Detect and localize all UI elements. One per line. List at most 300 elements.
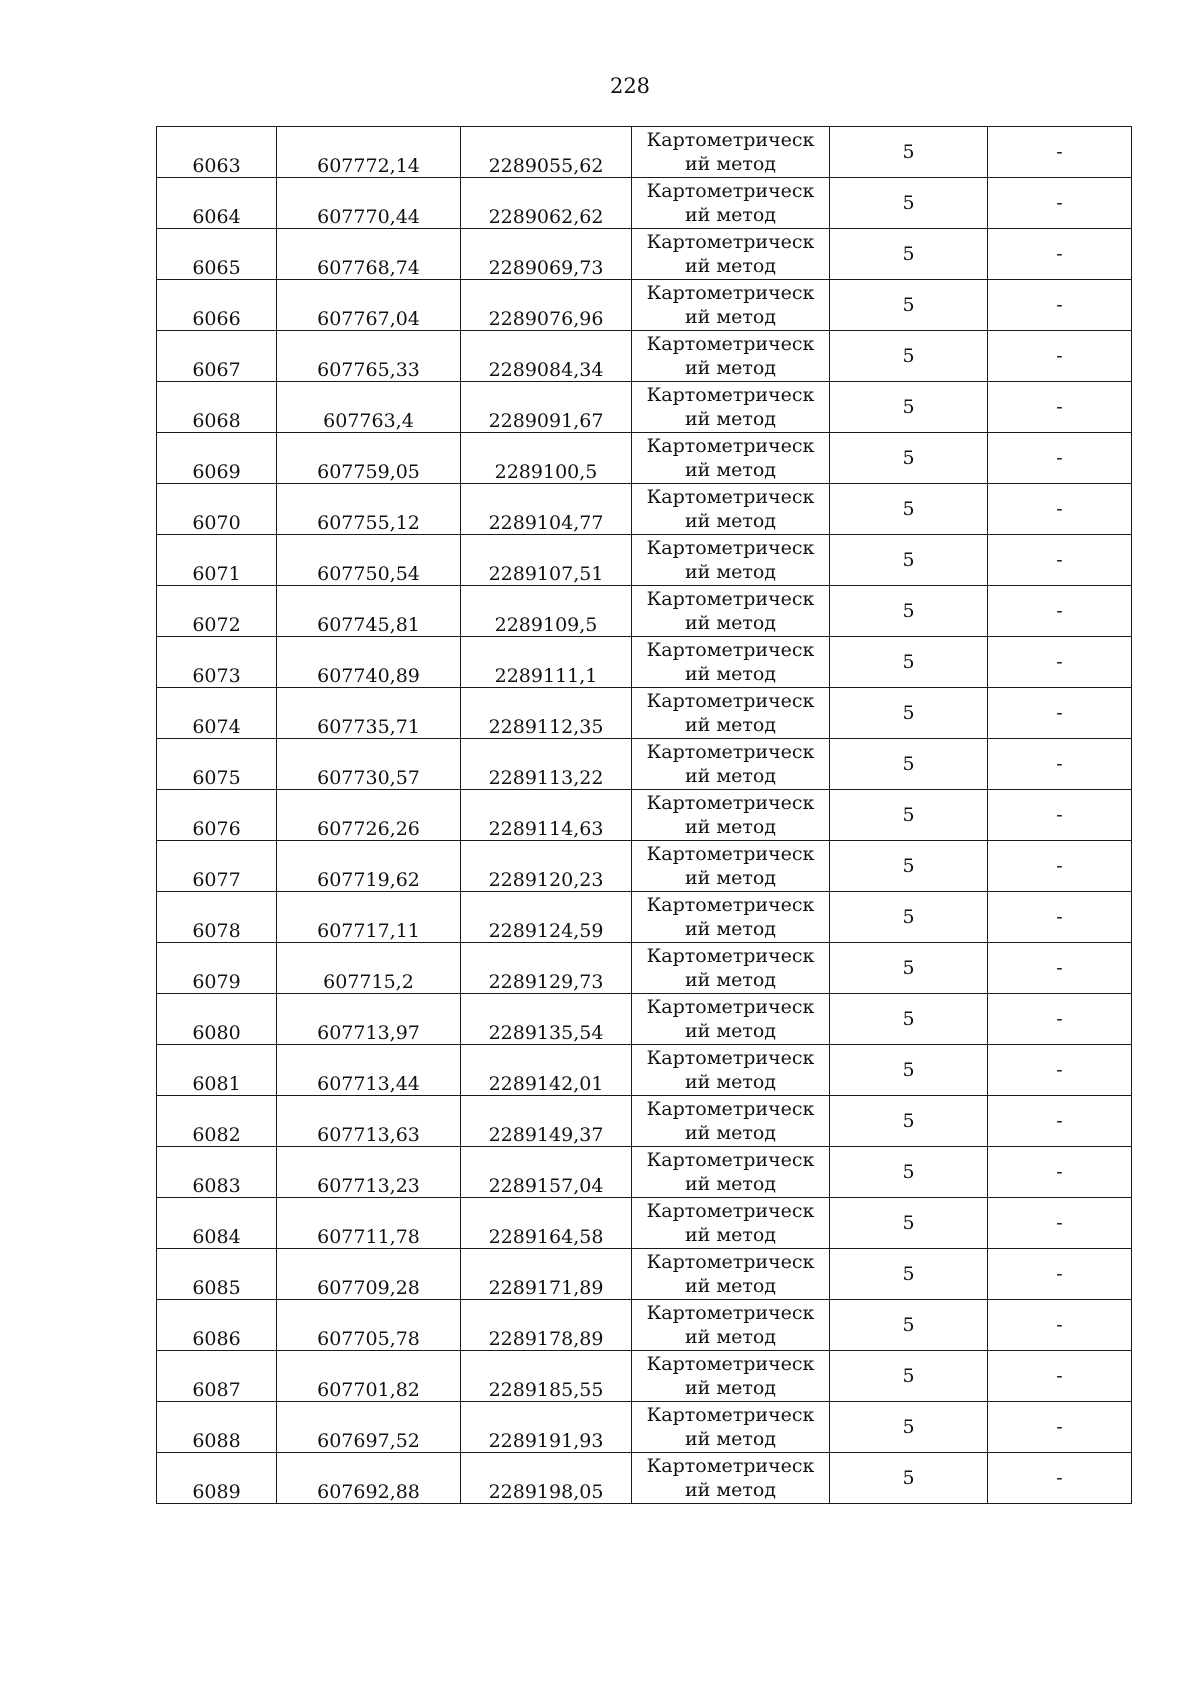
table-row <box>157 484 1132 535</box>
method-cell <box>632 1402 830 1453</box>
accuracy-text: 5 <box>902 957 915 979</box>
accuracy-text: 5 <box>902 549 915 571</box>
method-text: Картометрический метод <box>646 741 815 787</box>
coordinate-x-text: 607745,81 <box>317 614 420 636</box>
point-number-cell <box>157 331 277 382</box>
table-row <box>157 586 1132 637</box>
coordinate-y-text: 2289185,55 <box>488 1379 604 1401</box>
note-cell <box>988 739 1132 790</box>
note-cell <box>988 1198 1132 1249</box>
coordinate-x-text: 607772,14 <box>317 155 420 177</box>
coordinate-y-cell <box>461 688 632 739</box>
note-cell <box>988 178 1132 229</box>
point-number-text: 6073 <box>192 665 241 687</box>
coordinate-y-text: 2289114,63 <box>488 818 604 840</box>
accuracy-cell <box>830 1198 988 1249</box>
method-cell <box>632 892 830 943</box>
coordinate-x-text: 607709,28 <box>317 1277 420 1299</box>
method-text: Картометрический метод <box>646 1302 815 1348</box>
note-text: - <box>1056 141 1063 163</box>
coordinate-x-text: 607715,2 <box>323 971 414 993</box>
note-text: - <box>1056 1314 1063 1336</box>
accuracy-text: 5 <box>902 1263 915 1285</box>
coordinate-y-cell <box>461 1249 632 1300</box>
method-text: Картометрический метод <box>646 129 815 175</box>
coordinate-y-text: 2289091,67 <box>488 410 604 432</box>
method-cell <box>632 280 830 331</box>
point-number-cell <box>157 688 277 739</box>
coordinate-x-cell <box>277 637 461 688</box>
method-text: Картометрический метод <box>646 435 815 481</box>
method-cell <box>632 637 830 688</box>
coordinate-y-text: 2289149,37 <box>488 1124 604 1146</box>
note-cell <box>988 1453 1132 1504</box>
accuracy-text: 5 <box>902 1467 915 1489</box>
coordinate-x-cell <box>277 1453 461 1504</box>
note-cell <box>988 1351 1132 1402</box>
table-row <box>157 943 1132 994</box>
note-text: - <box>1056 192 1063 214</box>
coordinate-y-text: 2289113,22 <box>488 767 604 789</box>
point-number-cell <box>157 229 277 280</box>
note-cell <box>988 943 1132 994</box>
method-text: Картометрический метод <box>646 1251 815 1297</box>
coordinate-x-text: 607763,4 <box>323 410 414 432</box>
accuracy-cell <box>830 586 988 637</box>
accuracy-text: 5 <box>902 1161 915 1183</box>
accuracy-cell <box>830 1045 988 1096</box>
accuracy-cell <box>830 535 988 586</box>
point-number-text: 6087 <box>192 1379 241 1401</box>
coordinate-y-cell <box>461 1198 632 1249</box>
method-text: Картометрический метод <box>646 537 815 583</box>
table-row <box>157 1453 1132 1504</box>
coordinate-x-text: 607770,44 <box>317 206 420 228</box>
coordinate-y-cell <box>461 943 632 994</box>
method-text: Картометрический метод <box>646 1200 815 1246</box>
table-row <box>157 892 1132 943</box>
coordinate-x-cell <box>277 994 461 1045</box>
point-number-text: 6072 <box>192 614 241 636</box>
table-row <box>157 1249 1132 1300</box>
method-text: Картометрический метод <box>646 333 815 379</box>
table-row <box>157 433 1132 484</box>
method-text: Картометрический метод <box>646 843 815 889</box>
method-text: Картометрический метод <box>646 1149 815 1195</box>
point-number-text: 6068 <box>192 410 241 432</box>
note-cell <box>988 535 1132 586</box>
accuracy-cell <box>830 331 988 382</box>
note-text: - <box>1056 906 1063 928</box>
coordinate-x-cell <box>277 892 461 943</box>
accuracy-cell <box>830 1453 988 1504</box>
note-cell <box>988 382 1132 433</box>
method-text: Картометрический метод <box>646 588 815 634</box>
accuracy-text: 5 <box>902 141 915 163</box>
point-number-cell <box>157 1045 277 1096</box>
note-cell <box>988 637 1132 688</box>
note-cell <box>988 1300 1132 1351</box>
note-text: - <box>1056 294 1063 316</box>
accuracy-cell <box>830 688 988 739</box>
method-text: Картометрический метод <box>646 792 815 838</box>
point-number-cell <box>157 841 277 892</box>
point-number-text: 6079 <box>192 971 241 993</box>
note-cell <box>988 280 1132 331</box>
point-number-text: 6064 <box>192 206 241 228</box>
method-text: Картометрический метод <box>646 1455 815 1501</box>
accuracy-text: 5 <box>902 1365 915 1387</box>
method-cell <box>632 1249 830 1300</box>
note-cell <box>988 433 1132 484</box>
note-text: - <box>1056 447 1063 469</box>
table-row <box>157 1402 1132 1453</box>
coordinate-x-text: 607713,97 <box>317 1022 420 1044</box>
note-text: - <box>1056 1365 1063 1387</box>
coordinate-x-text: 607713,63 <box>317 1124 420 1146</box>
method-text: Картометрический метод <box>646 231 815 277</box>
note-cell <box>988 331 1132 382</box>
note-text: - <box>1056 1161 1063 1183</box>
point-number-text: 6070 <box>192 512 241 534</box>
coordinate-x-cell <box>277 433 461 484</box>
point-number-text: 6069 <box>192 461 241 483</box>
coordinate-x-cell <box>277 1402 461 1453</box>
coordinate-x-cell <box>277 1045 461 1096</box>
coordinate-x-cell <box>277 178 461 229</box>
page-number: 228 <box>609 74 651 98</box>
point-number-cell <box>157 790 277 841</box>
point-number-cell <box>157 1402 277 1453</box>
coordinate-y-text: 2289076,96 <box>488 308 604 330</box>
note-cell <box>988 790 1132 841</box>
accuracy-cell <box>830 178 988 229</box>
coordinate-y-cell <box>461 382 632 433</box>
table-row <box>157 994 1132 1045</box>
note-text: - <box>1056 651 1063 673</box>
coordinate-x-cell <box>277 1249 461 1300</box>
coordinate-y-cell <box>461 229 632 280</box>
coordinate-y-cell <box>461 1402 632 1453</box>
point-number-text: 6065 <box>192 257 241 279</box>
point-number-cell <box>157 892 277 943</box>
coordinate-y-text: 2289112,35 <box>488 716 604 738</box>
accuracy-cell <box>830 637 988 688</box>
method-text: Картометрический метод <box>646 1098 815 1144</box>
coordinate-y-cell <box>461 994 632 1045</box>
coordinate-x-cell <box>277 382 461 433</box>
accuracy-text: 5 <box>902 753 915 775</box>
note-text: - <box>1056 1008 1063 1030</box>
note-text: - <box>1056 1467 1063 1489</box>
point-number-cell <box>157 1096 277 1147</box>
accuracy-text: 5 <box>902 192 915 214</box>
table-row <box>157 1351 1132 1402</box>
coordinate-y-text: 2289104,77 <box>488 512 604 534</box>
accuracy-cell <box>830 1300 988 1351</box>
accuracy-cell <box>830 1147 988 1198</box>
accuracy-text: 5 <box>902 396 915 418</box>
coordinate-y-text: 2289157,04 <box>488 1175 604 1197</box>
method-text: Картометрический метод <box>646 1047 815 1093</box>
accuracy-text: 5 <box>902 498 915 520</box>
point-number-cell <box>157 178 277 229</box>
table-row <box>157 1147 1132 1198</box>
point-number-text: 6086 <box>192 1328 241 1350</box>
accuracy-text: 5 <box>902 855 915 877</box>
accuracy-cell <box>830 280 988 331</box>
coordinate-x-text: 607713,44 <box>317 1073 420 1095</box>
note-cell <box>988 229 1132 280</box>
note-text: - <box>1056 804 1063 826</box>
coordinate-x-cell <box>277 484 461 535</box>
coordinate-y-cell <box>461 1045 632 1096</box>
point-number-text: 6074 <box>192 716 241 738</box>
coordinate-x-cell <box>277 331 461 382</box>
coordinate-y-text: 2289055,62 <box>488 155 604 177</box>
coordinate-x-cell <box>277 1147 461 1198</box>
coordinate-x-text: 607717,11 <box>317 920 420 942</box>
method-cell <box>632 484 830 535</box>
point-number-text: 6075 <box>192 767 241 789</box>
coordinate-y-cell <box>461 484 632 535</box>
accuracy-text: 5 <box>902 1416 915 1438</box>
point-number-text: 6077 <box>192 869 241 891</box>
coordinate-x-text: 607705,78 <box>317 1328 420 1350</box>
method-cell <box>632 688 830 739</box>
method-cell <box>632 433 830 484</box>
note-cell <box>988 841 1132 892</box>
method-cell <box>632 943 830 994</box>
point-number-cell <box>157 637 277 688</box>
accuracy-cell <box>830 943 988 994</box>
table-row <box>157 331 1132 382</box>
coordinate-y-cell <box>461 535 632 586</box>
table-row <box>157 841 1132 892</box>
point-number-cell <box>157 1198 277 1249</box>
coordinate-y-text: 2289129,73 <box>488 971 604 993</box>
accuracy-text: 5 <box>902 345 915 367</box>
coordinate-y-cell <box>461 127 632 178</box>
coordinate-x-text: 607755,12 <box>317 512 420 534</box>
table-row <box>157 1198 1132 1249</box>
table-row <box>157 535 1132 586</box>
accuracy-text: 5 <box>902 1314 915 1336</box>
coordinate-x-cell <box>277 127 461 178</box>
note-cell <box>988 484 1132 535</box>
accuracy-cell <box>830 739 988 790</box>
point-number-text: 6067 <box>192 359 241 381</box>
method-cell <box>632 382 830 433</box>
method-cell <box>632 790 830 841</box>
accuracy-cell <box>830 382 988 433</box>
coordinate-x-text: 607765,33 <box>317 359 420 381</box>
coordinate-y-cell <box>461 841 632 892</box>
coordinate-y-cell <box>461 1147 632 1198</box>
note-text: - <box>1056 549 1063 571</box>
coordinate-y-cell <box>461 1096 632 1147</box>
accuracy-cell <box>830 1249 988 1300</box>
point-number-text: 6063 <box>192 155 241 177</box>
point-number-cell <box>157 280 277 331</box>
coordinate-y-cell <box>461 739 632 790</box>
accuracy-cell <box>830 1351 988 1402</box>
coordinate-x-text: 607768,74 <box>317 257 420 279</box>
coordinate-y-cell <box>461 1351 632 1402</box>
method-cell <box>632 841 830 892</box>
accuracy-cell <box>830 841 988 892</box>
point-number-text: 6081 <box>192 1073 241 1095</box>
coordinate-y-cell <box>461 1453 632 1504</box>
note-cell <box>988 1402 1132 1453</box>
accuracy-text: 5 <box>902 1212 915 1234</box>
note-cell <box>988 1147 1132 1198</box>
point-number-cell <box>157 994 277 1045</box>
accuracy-cell <box>830 484 988 535</box>
point-number-cell <box>157 433 277 484</box>
coordinate-x-text: 607767,04 <box>317 308 420 330</box>
accuracy-text: 5 <box>902 1008 915 1030</box>
method-cell <box>632 1147 830 1198</box>
point-number-text: 6083 <box>192 1175 241 1197</box>
point-number-text: 6066 <box>192 308 241 330</box>
point-number-text: 6088 <box>192 1430 241 1452</box>
coordinate-x-cell <box>277 1300 461 1351</box>
coordinate-x-text: 607711,78 <box>317 1226 420 1248</box>
point-number-text: 6082 <box>192 1124 241 1146</box>
note-text: - <box>1056 1263 1063 1285</box>
coordinate-x-cell <box>277 1351 461 1402</box>
note-cell <box>988 994 1132 1045</box>
note-cell <box>988 127 1132 178</box>
coordinate-x-text: 607701,82 <box>317 1379 420 1401</box>
coordinate-y-text: 2289124,59 <box>488 920 604 942</box>
method-cell <box>632 229 830 280</box>
method-text: Картометрический метод <box>646 282 815 328</box>
coordinate-y-text: 2289171,89 <box>488 1277 604 1299</box>
table-row <box>157 739 1132 790</box>
coordinate-x-text: 607697,52 <box>317 1430 420 1452</box>
note-text: - <box>1056 345 1063 367</box>
coordinate-x-cell <box>277 1198 461 1249</box>
accuracy-text: 5 <box>902 447 915 469</box>
note-text: - <box>1056 600 1063 622</box>
method-text: Картометрический метод <box>646 1404 815 1450</box>
method-text: Картометрический метод <box>646 894 815 940</box>
coordinate-y-text: 2289120,23 <box>488 869 604 891</box>
coordinate-x-text: 607740,89 <box>317 665 420 687</box>
note-text: - <box>1056 702 1063 724</box>
coordinate-x-text: 607750,54 <box>317 563 420 585</box>
coordinate-x-text: 607726,26 <box>317 818 420 840</box>
coordinate-x-cell <box>277 688 461 739</box>
note-cell <box>988 1045 1132 1096</box>
note-text: - <box>1056 1416 1063 1438</box>
coordinates-table <box>156 126 1132 1504</box>
accuracy-cell <box>830 994 988 1045</box>
table-row <box>157 637 1132 688</box>
table-row <box>157 280 1132 331</box>
coordinate-y-cell <box>461 586 632 637</box>
method-cell <box>632 1300 830 1351</box>
coordinate-x-cell <box>277 535 461 586</box>
coordinate-y-text: 2289111,1 <box>494 665 598 687</box>
method-text: Картометрический метод <box>646 996 815 1042</box>
method-cell <box>632 127 830 178</box>
coordinate-x-cell <box>277 229 461 280</box>
coordinate-x-text: 607719,62 <box>317 869 420 891</box>
point-number-text: 6085 <box>192 1277 241 1299</box>
table-row <box>157 790 1132 841</box>
accuracy-text: 5 <box>902 1059 915 1081</box>
coordinate-y-text: 2289142,01 <box>488 1073 604 1095</box>
coordinate-x-text: 607735,71 <box>317 716 420 738</box>
coordinate-x-cell <box>277 586 461 637</box>
point-number-text: 6080 <box>192 1022 241 1044</box>
point-number-cell <box>157 1300 277 1351</box>
method-text: Картометрический метод <box>646 945 815 991</box>
coordinate-x-text: 607759,05 <box>317 461 420 483</box>
coordinate-x-text: 607692,88 <box>317 1481 420 1503</box>
point-number-cell <box>157 382 277 433</box>
accuracy-text: 5 <box>902 651 915 673</box>
accuracy-text: 5 <box>902 804 915 826</box>
accuracy-text: 5 <box>902 1110 915 1132</box>
note-text: - <box>1056 1212 1063 1234</box>
method-text: Картометрический метод <box>646 486 815 532</box>
point-number-cell <box>157 1351 277 1402</box>
note-cell <box>988 1096 1132 1147</box>
method-cell <box>632 1453 830 1504</box>
accuracy-cell <box>830 892 988 943</box>
note-cell <box>988 1249 1132 1300</box>
coordinate-x-text: 607713,23 <box>317 1175 420 1197</box>
table-row <box>157 229 1132 280</box>
note-cell <box>988 892 1132 943</box>
coordinates-table-body <box>157 127 1132 1504</box>
point-number-cell <box>157 943 277 994</box>
coordinate-x-cell <box>277 739 461 790</box>
coordinate-y-cell <box>461 892 632 943</box>
accuracy-text: 5 <box>902 243 915 265</box>
accuracy-text: 5 <box>902 600 915 622</box>
method-cell <box>632 1351 830 1402</box>
accuracy-cell <box>830 790 988 841</box>
note-text: - <box>1056 498 1063 520</box>
method-cell <box>632 331 830 382</box>
note-text: - <box>1056 243 1063 265</box>
note-text: - <box>1056 396 1063 418</box>
note-text: - <box>1056 1110 1063 1132</box>
coordinate-y-cell <box>461 790 632 841</box>
method-cell <box>632 1045 830 1096</box>
note-text: - <box>1056 753 1063 775</box>
point-number-cell <box>157 739 277 790</box>
coordinate-y-text: 2289198,05 <box>488 1481 604 1503</box>
coordinate-y-text: 2289069,73 <box>488 257 604 279</box>
point-number-cell <box>157 484 277 535</box>
coordinate-y-text: 2289164,58 <box>488 1226 604 1248</box>
coordinate-y-text: 2289191,93 <box>488 1430 604 1452</box>
accuracy-text: 5 <box>902 702 915 724</box>
coordinate-y-text: 2289178,89 <box>488 1328 604 1350</box>
point-number-cell <box>157 1453 277 1504</box>
table-row <box>157 1300 1132 1351</box>
coordinate-y-text: 2289107,51 <box>488 563 604 585</box>
point-number-text: 6071 <box>192 563 241 585</box>
coordinate-y-text: 2289135,54 <box>488 1022 604 1044</box>
coordinate-y-text: 2289062,62 <box>488 206 604 228</box>
